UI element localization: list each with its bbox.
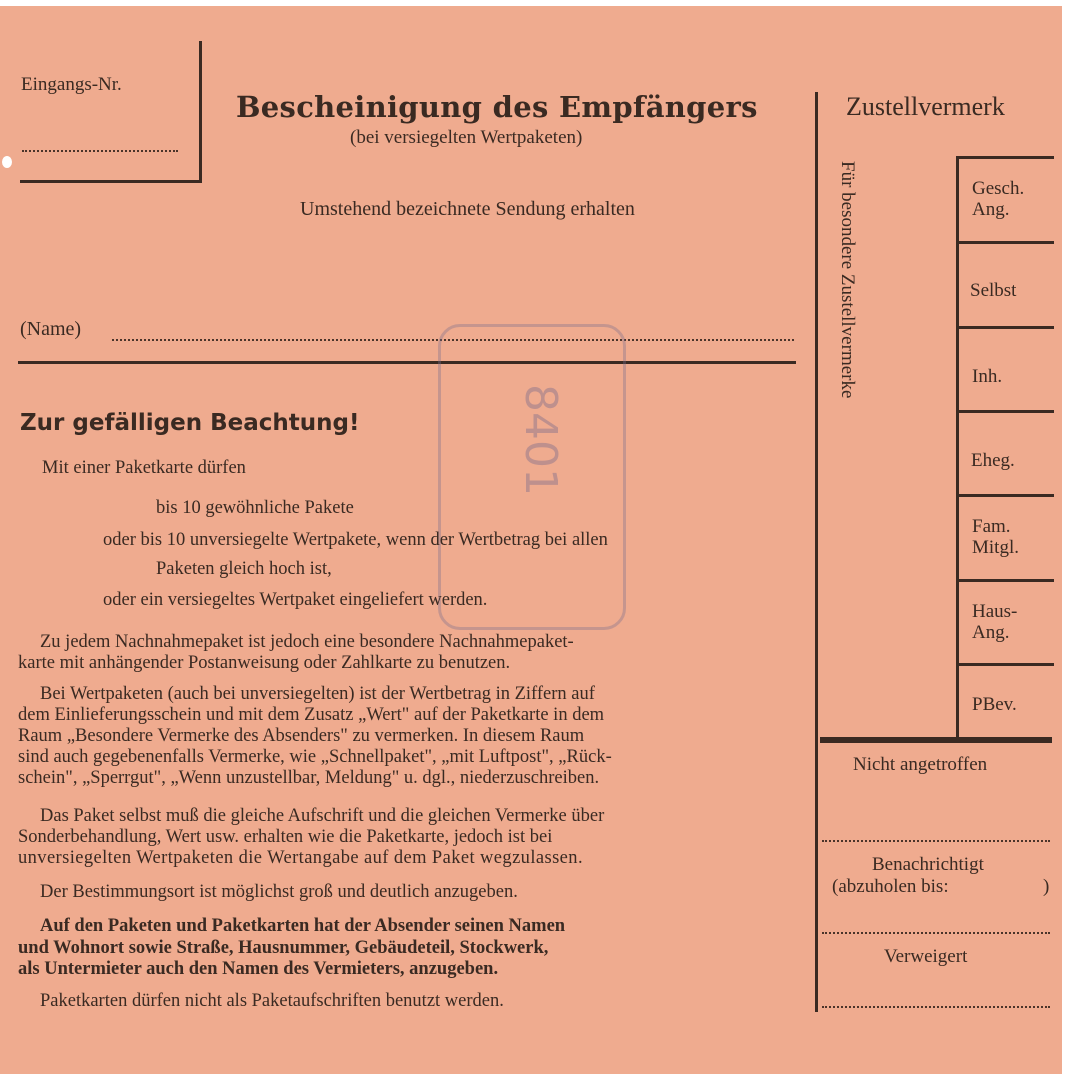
zustell-heading: Zustellvermerk [846,92,1005,121]
eingang-box-bottom-rule [20,180,202,183]
notice-text-line: Das Paket selbst muß die gleiche Aufschrift und die gleichen Vermerke über [40,806,605,826]
zustell-box-divider [956,241,1054,244]
zustell-box-divider [956,663,1054,666]
notice-text-line: unversiegelten Wertpaketen die Wertangabe auf dem Paket wegzulassen. [18,848,583,868]
notice-item: oder ein versiegeltes Wertpaket eingeliefert werden. [103,590,488,610]
notice-text-line: Paketkarten dürfen nicht als Paketaufschriften benutzt werden. [40,991,504,1011]
eingang-dotted-line [22,150,178,152]
zustell-dotted-divider [822,1006,1050,1008]
abzuholen-close: ) [1043,876,1050,897]
zustell-box-label: Fam. Mitgl. [972,516,1019,558]
zustell-box-label: Inh. [972,366,1003,387]
parcel-card-back [0,6,1062,1074]
zustell-box-label: Gesch. Ang. [972,178,1025,220]
notice-bold-line: Auf den Paketen und Paketkarten hat der Absender seinen Namen [40,916,566,936]
notice-item: bis 10 gewöhnliche Pakete [156,498,354,518]
eingang-box-right-rule [199,41,202,181]
notice-item: oder bis 10 unversiegelte Wertpakete, wenn der Wertbetrag bei allen [103,530,608,550]
notice-bold-line: und Wohnort sowie Straße, Hausnummer, Gebäudeteil, Stockwerk, [18,938,549,958]
zustell-box-divider [956,410,1054,413]
notice-text-line: schein", „Sperrgut", „Wenn unzustellbar, Meldung" u. dgl., niederzuschreiben. [18,768,600,788]
nicht-angetroffen-label: Nicht angetroffen [853,754,988,775]
zustell-column-rule [815,92,818,1012]
zustell-box-label: Selbst [970,280,1017,301]
received-text: Umstehend bezeichnete Sendung erhalten [300,198,635,220]
zustell-dotted-divider [822,840,1050,842]
zustell-box-divider [956,579,1054,582]
name-section-rule [18,361,796,364]
zustell-dotted-divider [822,932,1050,934]
notice-text-line: Zu jedem Nachnahmepaket ist jedoch eine besondere Nachnahmepaket- [40,632,574,652]
abzuholen-label: (abzuholen bis: [832,876,949,897]
notice-bold-line: als Untermieter auch den Namen des Vermieters, anzugeben. [18,959,499,979]
notice-text-line: sind auch gegebenenfalls Vermerke, wie „Schnellpaket", „mit Luftpost", „Rück- [18,747,612,767]
stamp-number: 8401 [515,384,566,496]
notice-text-line: Sonderbehandlung, Wert usw. erhalten wie die Paketkarte, jedoch ist bei [18,827,553,847]
notice-text-line: Raum „Besondere Vermerke des Absenders" zu vermerken. In diesem Raum [18,726,585,746]
page-subtitle: (bei versiegelten Wertpaketen) [350,127,583,148]
eingang-label: Eingangs-Nr. [21,74,122,95]
notice-intro: Mit einer Paketkarte dürfen [42,458,246,478]
benachrichtigt-label: Benachrichtigt [872,854,984,875]
name-label: (Name) [20,318,82,340]
verweigert-label: Verweigert [884,946,968,967]
notice-text-line: Bei Wertpaketen (auch bei unversiegelten) ist der Wertbetrag in Ziffern auf [40,684,595,704]
notice-heading: Zur gefälligen Beachtung! [20,410,360,436]
notice-text-line: karte mit anhängender Postanweisung oder Zahlkarte zu benutzen. [18,653,511,673]
notice-item: Paketen gleich hoch ist, [156,559,332,579]
zustell-vertical-label: Für besondere Zustellvermerke [837,161,858,399]
notice-text-line: Der Bestimmungsort ist möglichst groß und deutlich anzugeben. [40,882,518,902]
zustell-box-label: Haus- Ang. [972,601,1018,643]
zustell-box-label: Eheg. [971,450,1015,471]
zustell-box-divider [956,494,1054,497]
zustell-box-top-rule [956,156,1054,159]
zustell-box-bottom-rule [820,737,1052,743]
zustell-box-divider [956,326,1054,329]
notice-text-line: dem Einlieferungsschein und mit dem Zusatz „Wert" auf der Paketkarte in dem [18,705,605,725]
zustell-box-label: PBev. [972,694,1017,715]
page-title: Bescheinigung des Empfängers [236,90,758,124]
punch-hole [2,156,12,168]
